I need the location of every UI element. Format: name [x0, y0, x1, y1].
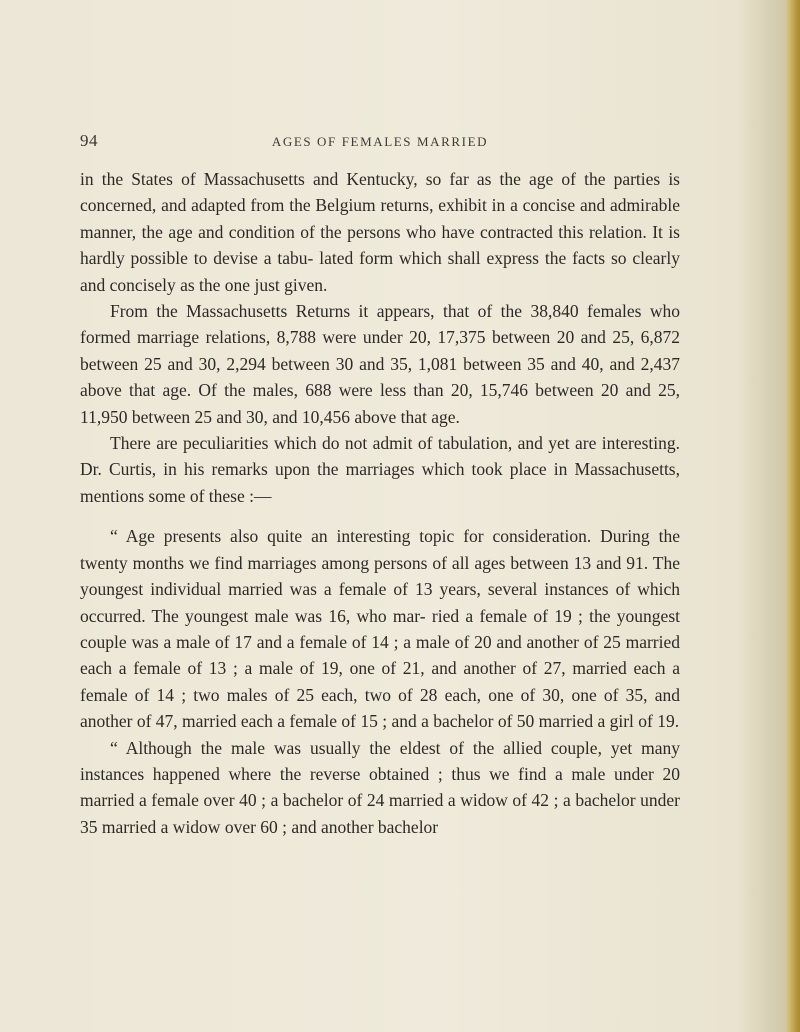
- body-text: [80, 166, 680, 840]
- quote-paragraph-reverse: “ Although the male was usually the eldest of the allied couple, yet many instances happened where the reverse obtained ; thus we find a male under 20 married a female over 40 ; a bachelor of 24 married a widow of 42 ; a bachelor under 35 married a widow over 60 ; and another bachelor: [80, 737, 680, 837]
- page-edge: [786, 0, 800, 1032]
- page-number: 94: [80, 131, 98, 150]
- paragraph-continued: in the States of Massachusetts and Kentucky, so far as the age of the parties is concerned, and adapted from the Belgium returns, exhibit in a concise and admirable manner, the age and condition of the persons who have contracted this relation. It is hardly possible to devise a tabu- lated form which shall express the facts so clearly and concisely as the one just given.: [80, 169, 680, 295]
- paragraph-massachusetts-returns: From the Massachusetts Returns it appears, that of the 38,840 females who formed marriage relations, 8,788 were under 20, 17,375 between 20 and 25, 6,872 between 25 and 30, 2,294 between 30 and 35, 1,081 between 35 and 40, and 2,437 above that age. Of the males, 688 were less than 20, 15,746 between 20 and 25, 11,950 between 25 and 30, and 10,456 above that age.: [80, 301, 680, 427]
- running-head: AGES OF FEMALES MARRIED: [271, 134, 489, 149]
- paragraph-peculiarities: There are peculiarities which do not admit of tabulation, and yet are interesting. Dr. Curtis, in his remarks upon the marriages which took place in Massachusetts, mentions some of these :—: [80, 433, 680, 506]
- quote-paragraph-age: “ Age presents also quite an interesting topic for consideration. During the twenty months we find marriages among persons of all ages between 13 and 91. The youngest individual married was a female of 13 years, several instances of which occurred. The youngest male was 16, who mar- ried a female of 19 ; the youngest couple was a male of 17 and a female of 14 ; a male of 20 and another of 25 married each a female of 13 ; a male of 19, one of 21, and another of 27, married each a female of 14 ; two males of 25 each, two of 28 each, one of 30, one of 35, and another of 47, married each a female of 15 ; and a bachelor of 50 married a girl of 19.: [80, 526, 680, 732]
- page-header: [80, 131, 680, 155]
